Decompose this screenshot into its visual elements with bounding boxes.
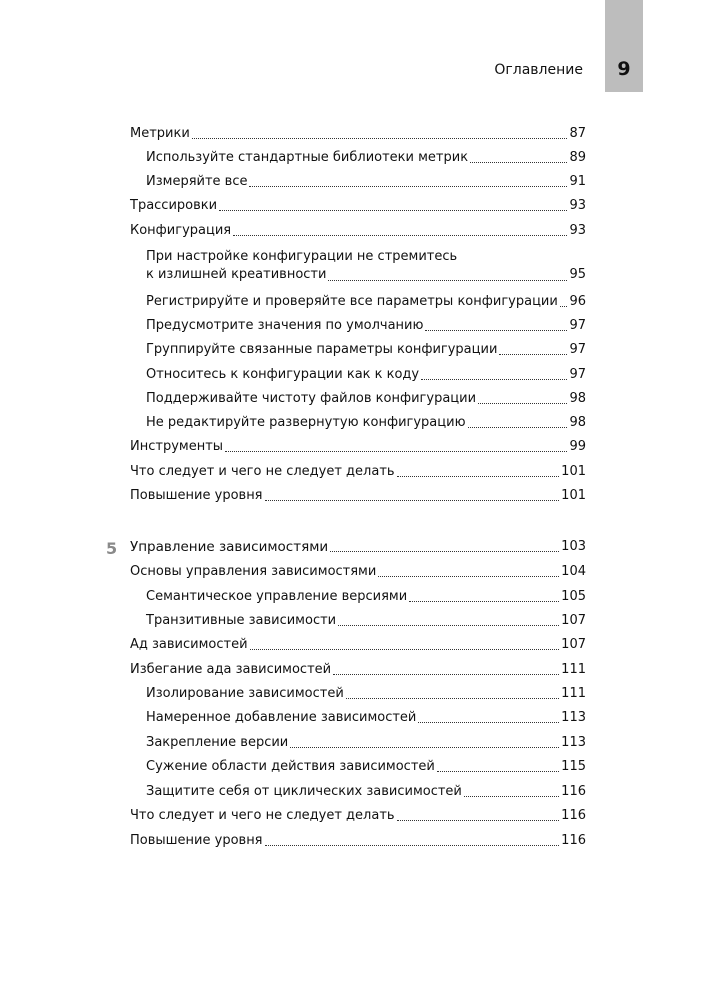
toc-entry-title: Сужение области действия зависимостей xyxy=(146,759,435,774)
toc-entry[interactable] xyxy=(130,806,586,824)
toc-entry-title: Ад зависимостей xyxy=(130,637,248,652)
leader-dots xyxy=(290,747,559,748)
toc-entry-page: 96 xyxy=(569,294,586,309)
toc-entry-title: Трассировки xyxy=(130,198,218,213)
leader-dots xyxy=(265,845,560,846)
leader-dots xyxy=(333,674,559,675)
toc-entry[interactable] xyxy=(130,221,586,239)
leader-dots xyxy=(418,722,559,723)
leader-dots xyxy=(249,186,567,187)
toc-entry[interactable] xyxy=(146,389,586,407)
toc-entry[interactable] xyxy=(130,124,586,142)
toc-entry[interactable] xyxy=(146,757,586,775)
toc-entry-title: Защитите себя от циклических зависимостей xyxy=(146,784,462,799)
toc-entry-page: 115 xyxy=(561,759,586,774)
toc-entry-page: 107 xyxy=(561,637,586,652)
toc-entry[interactable] xyxy=(130,831,586,849)
toc-entry-title: Измеряйте все xyxy=(146,174,248,189)
leader-dots xyxy=(378,576,559,577)
leader-dots xyxy=(225,451,567,452)
leader-dots xyxy=(464,796,559,797)
leader-dots xyxy=(346,698,559,699)
toc-entry[interactable] xyxy=(146,684,586,702)
toc-entry-title: Что следует и чего не следует делать xyxy=(130,464,395,479)
leader-dots xyxy=(409,601,559,602)
leader-dots xyxy=(328,280,567,281)
leader-dots xyxy=(219,210,567,211)
toc-entry-page: 93 xyxy=(569,223,586,238)
toc-entry-page: 97 xyxy=(569,367,586,382)
toc-entry-title: Конфигурация xyxy=(130,223,232,238)
toc-entry[interactable] xyxy=(130,660,586,678)
toc-entry[interactable] xyxy=(146,292,586,310)
toc-entry[interactable] xyxy=(146,365,586,383)
toc-entry-page: 107 xyxy=(561,613,586,628)
toc-entry[interactable] xyxy=(146,587,586,605)
toc-entry[interactable] xyxy=(130,437,586,455)
leader-dots xyxy=(468,427,568,428)
toc-entry[interactable] xyxy=(146,782,586,800)
leader-dots xyxy=(250,649,560,650)
toc-entry-page: 91 xyxy=(569,174,586,189)
page-number: 9 xyxy=(617,58,631,80)
leader-dots xyxy=(330,551,559,552)
leader-dots xyxy=(425,330,567,331)
leader-dots xyxy=(397,820,560,821)
leader-dots xyxy=(437,771,559,772)
running-title: Оглавление xyxy=(494,62,583,78)
toc-entry-title: Намеренное добавление зависимостей xyxy=(146,710,417,725)
toc-entry-title: Повышение уровня xyxy=(130,833,263,848)
toc-entry[interactable] xyxy=(146,611,586,629)
leader-dots xyxy=(470,162,567,163)
toc-entry[interactable] xyxy=(130,562,586,580)
toc-entry-page: 87 xyxy=(569,126,586,141)
toc-entry-page: 111 xyxy=(561,662,586,677)
toc-entry-title: Избегание ада зависимостей xyxy=(130,662,332,677)
toc-entry-page: 101 xyxy=(561,488,586,503)
toc-entry[interactable] xyxy=(130,635,586,653)
toc-entry-page: 113 xyxy=(561,735,586,750)
toc-entry[interactable] xyxy=(146,248,586,284)
toc-entry-page: 113 xyxy=(561,710,586,725)
toc-entry-title: Управление зависимостями xyxy=(130,539,329,555)
toc-entry-page: 98 xyxy=(569,415,586,430)
toc-entry[interactable] xyxy=(146,316,586,334)
toc-entry-page: 103 xyxy=(561,539,586,554)
leader-dots xyxy=(338,625,559,626)
toc-entry[interactable] xyxy=(146,413,586,431)
toc-entry-title: Регистрируйте и проверяйте все параметры конфигурации xyxy=(146,294,558,309)
toc-entry-page: 116 xyxy=(561,808,586,823)
toc-entry[interactable] xyxy=(146,340,586,358)
toc-entry-page: 105 xyxy=(561,589,586,604)
toc-entry-title: Не редактируйте развернутую конфигурацию xyxy=(146,415,466,430)
toc-entry[interactable] xyxy=(130,462,586,480)
leader-dots xyxy=(397,476,560,477)
toc-entry-title: Метрики xyxy=(130,126,190,141)
toc-entry-page: 93 xyxy=(569,198,586,213)
toc-entry-page: 111 xyxy=(561,686,586,701)
leader-dots xyxy=(499,354,567,355)
toc-entry-title: Относитесь к конфигурации как к коду xyxy=(146,367,420,382)
toc-entry-page: 97 xyxy=(569,342,586,357)
leader-dots xyxy=(560,306,568,307)
toc-entry[interactable] xyxy=(146,708,586,726)
toc-entry-page: 89 xyxy=(569,150,586,165)
toc-entry-title: Что следует и чего не следует делать xyxy=(130,808,395,823)
toc-entry-page: 101 xyxy=(561,464,586,479)
toc-entry-page: 104 xyxy=(561,564,586,579)
toc-entry[interactable] xyxy=(146,148,586,166)
toc-entry-title-line1: При настройке конфигурации не стремитесь xyxy=(146,249,458,264)
toc-entry-title: Повышение уровня xyxy=(130,488,263,503)
toc-entry-title: Транзитивные зависимости xyxy=(146,613,337,628)
toc-entry-page: 95 xyxy=(569,267,586,282)
toc-entry-page: 116 xyxy=(561,833,586,848)
toc-entry-title: Основы управления зависимостями xyxy=(130,564,377,579)
toc-entry-title: Используйте стандартные библиотеки метрик xyxy=(146,150,469,165)
toc-entry-page: 97 xyxy=(569,318,586,333)
toc-entry-page: 99 xyxy=(569,439,586,454)
toc-entry-title: Закрепление версии xyxy=(146,735,289,750)
leader-dots xyxy=(265,500,560,501)
leader-dots xyxy=(192,138,568,139)
toc-entry-page: 98 xyxy=(569,391,586,406)
toc-entry[interactable] xyxy=(146,733,586,751)
toc-chapter-entry[interactable] xyxy=(130,537,586,555)
chapter-number: 5 xyxy=(106,539,118,558)
toc-entry-title: Группируйте связанные параметры конфигурации xyxy=(146,342,498,357)
leader-dots xyxy=(233,235,567,236)
toc-entry-title: Семантическое управление версиями xyxy=(146,589,408,604)
leader-dots xyxy=(478,403,567,404)
leader-dots xyxy=(421,379,567,380)
toc-entry[interactable] xyxy=(130,486,586,504)
toc-entry-title: Инструменты xyxy=(130,439,224,454)
toc-entry-page: 116 xyxy=(561,784,586,799)
toc-entry[interactable] xyxy=(130,196,586,214)
toc-entry[interactable] xyxy=(146,172,586,190)
toc-entry-title: Поддерживайте чистоту файлов конфигурации xyxy=(146,391,477,406)
toc-entry-title: Предусмотрите значения по умолчанию xyxy=(146,318,424,333)
toc-entry-title: Изолирование зависимостей xyxy=(146,686,344,701)
toc-entry-title-line2: к излишней креативности xyxy=(146,267,327,282)
